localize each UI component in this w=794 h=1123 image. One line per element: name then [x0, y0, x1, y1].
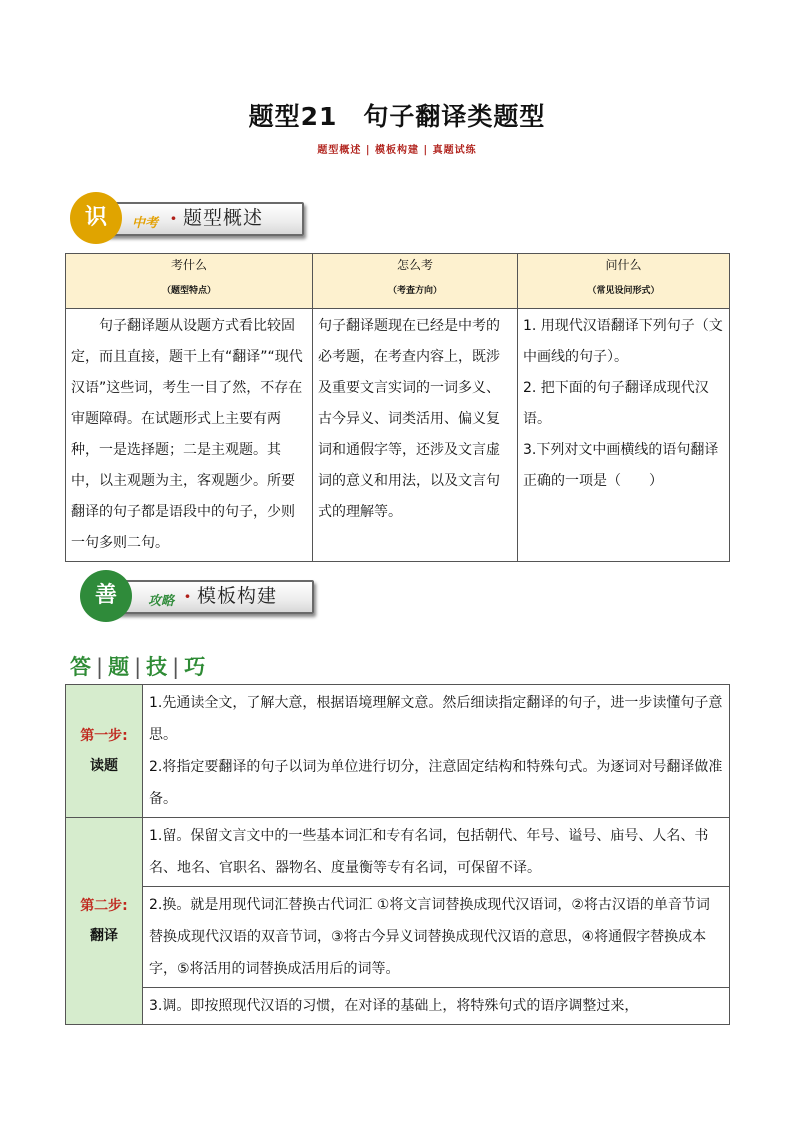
- question-form: 1. 用现代汉语翻译下列句子（文中画线的句子）。: [523, 318, 723, 365]
- banner-dot: ·: [170, 206, 177, 230]
- table-header: [66, 254, 313, 309]
- banner-heading: 题型概述: [183, 207, 264, 229]
- page-title: 题型21 句子翻译类题型: [248, 102, 546, 131]
- step-item: 2.换。就是用现代词汇替换古代词汇 ①将文言词替换成现代汉语词，②将古汉语的单音节词替换成现代汉语的双音节词，③将古今异义词替换成现代汉语的意思，④将通假字替换成本字，⑤将活用的词替换成活用后的词等。: [143, 887, 730, 988]
- skills-char: 巧: [184, 655, 206, 679]
- banner-dot: ·: [184, 584, 191, 608]
- header-title: 问什么: [605, 258, 642, 272]
- question-form: 3.下列对文中画横线的语句翻译正确的一项是（ ）: [523, 442, 719, 489]
- step-name: 翻译: [90, 928, 118, 944]
- header-sub: （常见设问形式）: [587, 286, 660, 296]
- overview-cell-direction: 句子翻译题现在已经是中考的必考题，在考查内容上，既涉及重要文言实词的一词多义、古今异义、词类活用、偏义复词和通假字等，还涉及文言虚词的意义和用法，以及文言句式的理解等。: [313, 309, 518, 562]
- table-row: [66, 887, 730, 988]
- overview-cell-features: 句子翻译题从设题方式看比较固定，而且直接，题干上有“翻译”“现代汉语”这些词，考生一目了然，不存在审题障碍。在试题形式上主要有两种，一是选择题；二是主观题。其中，以主观题为主，客观题少。所要翻译的句子都是语段中的句子，少则一句多则二句。: [66, 309, 313, 562]
- overview-table: [65, 253, 730, 562]
- table-header: [313, 254, 518, 309]
- step-content: [143, 685, 730, 818]
- table-row: [66, 818, 730, 887]
- skills-char: 答: [70, 655, 91, 679]
- banner-tag: 攻略: [148, 594, 175, 609]
- skills-char: 技: [146, 655, 168, 679]
- table-header: [518, 254, 730, 309]
- step-item: 1.留。保留文言文中的一些基本词汇和专有名词，包括朝代、年号、谥号、庙号、人名、书名、地名、官职名、器物名、度量衡等专有名词，可保留不译。: [143, 818, 730, 887]
- banner-circle-icon: 识: [70, 192, 122, 244]
- skills-char: 题: [108, 655, 130, 679]
- section-banner-template: [80, 570, 320, 626]
- step-label: [66, 685, 143, 818]
- banner-tag: 中考: [132, 216, 159, 231]
- banner-circle-icon: 善: [80, 570, 132, 622]
- header-title: 考什么: [170, 258, 207, 272]
- overview-cell-questions: [518, 309, 730, 562]
- step-item: 3.调。即按照现代汉语的习惯，在对译的基础上，将特殊句式的语序调整过来，: [143, 988, 730, 1025]
- step-number: 第二步:: [80, 898, 128, 914]
- header-sub: （考查方向）: [387, 286, 442, 296]
- skills-separator: |: [96, 655, 104, 679]
- step-item: 2.将指定要翻译的句子以词为单位进行切分，注意固定结构和特殊句式。为逐词对号翻译做准备。: [149, 759, 723, 807]
- skills-heading: [70, 651, 205, 681]
- skills-separator: |: [134, 655, 142, 679]
- table-row: [66, 685, 730, 818]
- header-sub: （题型特点）: [161, 286, 216, 296]
- banner-heading: 模板构建: [197, 585, 278, 607]
- step-item: 1.先通读全文，了解大意，根据语境理解文意。然后细读指定翻译的句子，进一步读懂句子意思。: [149, 695, 723, 743]
- step-name: 读题: [90, 758, 118, 774]
- question-form: 2. 把下面的句子翻译成现代汉语。: [523, 380, 709, 427]
- section-banner-overview: [70, 192, 310, 248]
- table-row: [66, 988, 730, 1025]
- step-label: [66, 818, 143, 1025]
- step-number: 第一步:: [80, 728, 128, 744]
- skills-separator: |: [172, 655, 180, 679]
- header-title: 怎么考: [396, 258, 433, 272]
- page-subtitle: 题型概述 | 模板构建 | 真题试练: [317, 145, 477, 156]
- steps-table: [65, 684, 730, 1025]
